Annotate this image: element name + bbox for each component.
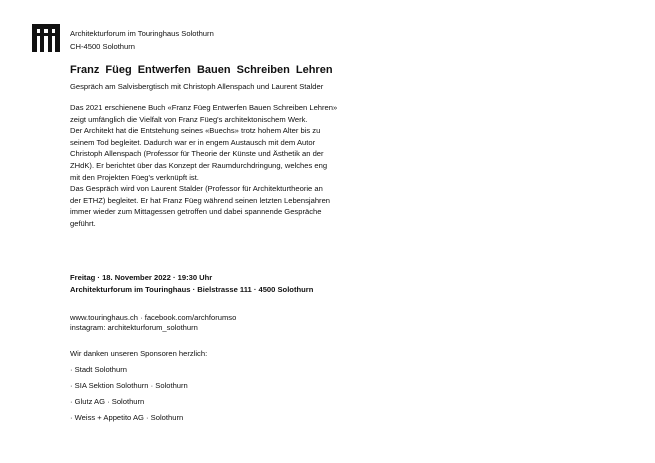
body-line: Das 2021 erschienene Buch «Franz Füeg Entwerfen Bauen Schreiben Lehren» [70,103,338,112]
event-date-time: Freitag · 18. November 2022 · 19:30 Uhr [70,273,213,282]
body-line: Christoph Allenspach (Professor für Theorie der Künste und Ästhetik an der [70,149,324,159]
body-line: der ETHZ) begleitet. Er hat Franz Füeg während seinen letzten Lebensjahren [70,195,331,205]
body-line: ZHdK). Er berichtet über das Konzept der Raumdurchdringung, welches eng [70,160,328,170]
body-line: seinem Tod begleitet. Dadurch war er in engem Austausch mit dem Autor [70,137,316,147]
body-line: zeigt umfänglich die Vielfalt von Franz Füeg's architektonischem Werk. [70,114,308,124]
website-social-link[interactable]: www.touringhaus.ch · facebook.com/archforumso [70,313,237,322]
sponsors-intro: Wir danken unseren Sponsoren herzlich: [70,349,208,358]
body-line: geführt. [70,218,96,228]
event-location: Architekturforum im Touringhaus · Bielstrasse 111 · 4500 Solothurn [70,285,314,294]
sponsor-item: · SIA Sektion Solothurn · Solothurn [70,381,188,390]
sponsor-item: · Stadt Solothurn [70,365,127,374]
description-paragraph [70,102,370,230]
document-title: Franz Füeg Entwerfen Bauen Schreiben Lehren [70,64,333,76]
body-line: immer wieder zum Mittagessen getroffen und dabei spannende Gespräche [70,207,322,217]
document-subtitle: Gespräch am Salvisbergtisch mit Christoph Allenspach und Laurent Stalder [70,82,324,91]
body-line: Das Gespräch wird von Laurent Stalder (Professor für Architekturtheorie an [70,184,323,194]
sponsor-item: · Weiss + Appetito AG · Solothurn [70,413,184,422]
org-name: Architekturforum im Touringhaus Solothurn [70,29,214,38]
event-details [70,272,313,296]
sponsor-item: · Glutz AG · Solothurn [70,397,145,406]
org-postal: CH-4500 Solothurn [70,42,136,51]
architekturforum-logo-icon [32,24,60,52]
body-line: Der Architekt hat die Entstehung seines «Buechs» trotz hohem Alter bis zu [70,126,321,136]
instagram-link[interactable]: instagram: architekturforum_solothurn [70,323,198,332]
sponsors-list [70,365,188,429]
contact-links [70,313,236,333]
body-line: mit den Projekten Füeg's verknüpft ist. [70,172,199,182]
organization-address [70,27,214,53]
